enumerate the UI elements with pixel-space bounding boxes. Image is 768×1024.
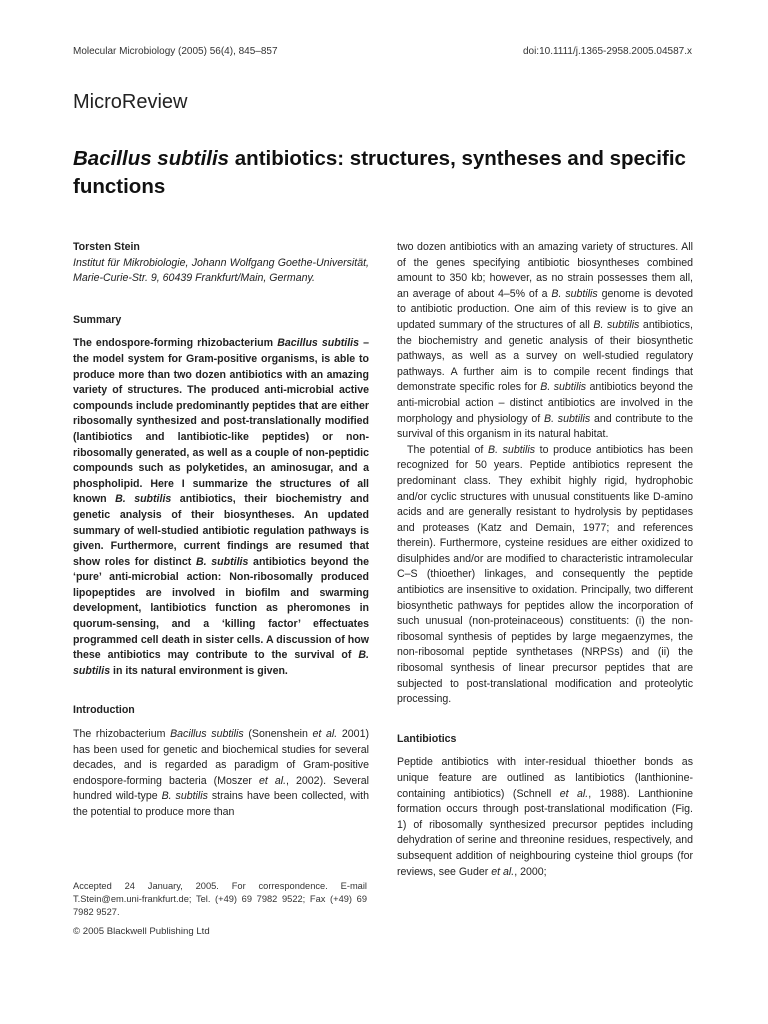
right-column	[397, 240, 693, 880]
title-rest: antibiotics: structures, syntheses and specific functions	[73, 147, 686, 198]
intro-part: strains have been collected, with the potential to produce more than	[73, 790, 369, 818]
summary-heading: Summary	[73, 313, 122, 326]
body-italic: B. subtilis	[488, 443, 536, 456]
summary-italic: B. subtilis	[195, 555, 249, 568]
introduction-heading: Introduction	[73, 704, 135, 717]
paper-title	[73, 145, 703, 201]
intro-part: The rhizobacterium	[73, 728, 171, 741]
intro-italic: Bacillus subtilis	[170, 728, 244, 741]
summary-part: antibiotics beyond the ‘pure’ anti-microbial action: Non-ribosomally produced lipopeptides are involved in biofilm and swarming development, lantibiotics function as pheromones in quorum-sensing, and a ‘killing factor’ effectuates programmed cell death in sister cells. A discussion of how these antibiotics may contribute to the survival of	[73, 555, 369, 662]
body-part: The potential of	[407, 443, 488, 456]
summary-part: antibiotics, their biochemistry and genetic analysis of their biosyntheses. An updated summary of well-studied antibiotic regulation pathways is given. Furthermore, current findings are resumed that show roles for distinct	[73, 493, 370, 568]
body-italic: et al.	[491, 865, 515, 878]
lantibiotics-text	[397, 755, 693, 880]
body-part: two dozen antibiotics with an amazing variety of structures. All of the genes specifying antibiotic biosyntheses combined amount to 350 kb; however, as no strain possesses them all, an average of about 4–5% of a	[397, 241, 693, 300]
author-affiliation: Institut für Mikrobiologie, Johann Wolfgang Goethe-Universität, Marie-Curie-Str. 9, 60439 Frankfurt/Main, Germany.	[73, 256, 369, 285]
intro-italic: B. subtilis	[161, 790, 208, 803]
body-italic: B. subtilis	[544, 412, 591, 425]
body-part: and contribute to the survival of this organism in its natural habitat.	[397, 412, 693, 441]
intro-italic: et al.	[312, 728, 338, 741]
doi: doi:10.1111/j.1365-2958.2005.04587.x	[522, 46, 692, 57]
summary-part: – the model system for Gram-positive organisms, is able to produce more than two dozen antibiotics with an amazing variety of structures. The produced anti-microbial active compounds include predominantly peptides that are either ribosomally synthesized and post-translationally modified (lantibiotics and lantibiotic-like peptides) or non-ribosomally generated, as well as a couple of non-peptidic compounds such as polyketides, an aminosugar, and a phospholipid. Here I summarize the structures of all known	[73, 337, 369, 506]
copyright: © 2005 Blackwell Publishing Ltd	[73, 926, 210, 937]
body-part: antibiotics beyond the anti-microbial action – distinct antibiotics are involved in the morphology and physiology of	[397, 381, 694, 425]
correspondence-footnote: Accepted 24 January, 2005. For correspondence. E-mail T.Stein@em.uni-frankfurt.de; Tel. (+49) 69 7982 9522; Fax (+49) 69 7982 9527.	[73, 881, 367, 917]
body-part: Peptide antibiotics with inter-residual thioether bonds as unique feature are outlined as lantibiotics (lanthionine-containing antibiotics) (Schnell	[397, 756, 693, 800]
intro-part: , 2002). Several hundred wild-type	[73, 774, 369, 803]
body-part: genome is devoted to antibiotic production. One aim of this review is to give an updated summary of the structures of all	[397, 287, 693, 331]
body-italic: B. subtilis	[551, 287, 598, 300]
section-label: MicroReview	[73, 91, 188, 113]
potential-paragraph	[397, 443, 693, 708]
journal-citation: Molecular Microbiology (2005) 56(4), 845–857	[73, 46, 278, 57]
body-part: to produce antibiotics has been recognized for 50 years. Peptide antibiotics represent the predominant class. They exhibit highly rigid, hydrophobic and/or cyclic structures with unusual constituents like D-amino acids and are generally resistant to hydrolysis by peptidases and proteases (Katz and Demain, 1977; and references therein). Furthermore, cysteine residues are either oxidized to disulphides and/or are modified to characteristic intramolecular C–S (thioether) linkages, and consequently the peptide antibiotics are insensitive to oxidation. Principally, two different biosynthetic pathways for peptides allow the incorporation of such unusual (non-proteinaceous) constituents: (i) the non-ribosomal synthesis of peptides by large megaenzymes, the non-ribosomal peptide synthetases (NRPSs) and (ii) the ribosomal synthesis of linear precursor peptides that are subjected to post-translational modification and proteolytic processing.	[397, 443, 693, 706]
intro-part: 2001) has been used for genetic and biochemical studies for several decades, and is regarded as paradigm of Gram-positive endospore-forming bacteria (Moszer	[73, 728, 369, 787]
body-italic: B. subtilis	[540, 381, 587, 394]
summary-part: The endospore-forming rhizobacterium	[73, 337, 278, 350]
intro-continuation	[397, 240, 693, 443]
summary-part: in its natural environment is given.	[110, 664, 288, 677]
author-name: Torsten Stein	[73, 241, 140, 253]
body-part: antibiotics, the biochemistry and genetic analysis of their biosynthetic pathways, as well as a survey on well-studied regulatory pathways. A further aim is to compile recent findings that demonstrate specific roles for	[397, 318, 693, 394]
summary-italic: B. subtilis	[73, 649, 369, 677]
body-part: , 1988). Lanthionine formation occurs through post-translational modification (Fig. 1) of ribosomally synthesized precursor peptides including dehydration of serine and threonine residues, respectively, and subsequent addition of neighbouring cysteine thiol groups (for reviews, see Guder	[397, 787, 693, 878]
body-italic: B. subtilis	[593, 318, 640, 331]
summary-italic: Bacillus subtilis	[277, 337, 359, 350]
intro-italic: et al.	[258, 774, 287, 787]
left-column	[73, 240, 369, 821]
summary-text	[73, 336, 369, 679]
lantibiotics-heading: Lantibiotics	[397, 732, 457, 745]
summary-italic: B. subtilis	[115, 493, 172, 506]
body-italic: et al.	[559, 787, 589, 800]
introduction-text	[73, 727, 369, 821]
body-part: , 2000;	[514, 865, 547, 878]
title-organism: Bacillus subtilis	[73, 147, 230, 170]
intro-part: (Sonenshein	[243, 728, 313, 741]
